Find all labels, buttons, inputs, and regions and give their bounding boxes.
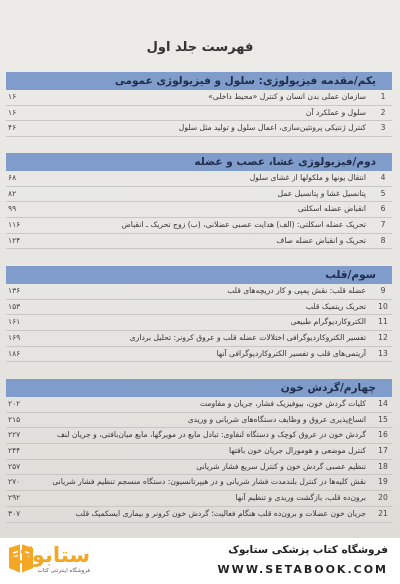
entry-title: تفسیر الکتروکاردیوگرافی اختلالات عضله قلب و عروق کرونر: تحلیل برداری (129, 333, 366, 343)
entry-page: ۱۶۱ (8, 317, 21, 327)
entry-number: 21 (378, 508, 388, 518)
entry-page: ۱۶ (8, 92, 17, 101)
entry-title: انقباض عضله اسکلتی (297, 204, 366, 214)
entry-page: ۸۲ (8, 188, 17, 198)
toc-entry[interactable] (6, 106, 392, 122)
toc-entry[interactable] (6, 187, 392, 203)
entry-title: تحریک ریتمیک قلب (305, 301, 366, 311)
toc-entry[interactable] (6, 460, 392, 476)
entry-number: 19 (378, 477, 388, 487)
toc-entry[interactable] (6, 315, 392, 331)
entry-number: 10 (378, 301, 388, 311)
entry-page: ۲۷۰ (8, 477, 21, 487)
entry-number: 12 (378, 333, 388, 343)
logo-tagline: فروشگاه اینترنتی کتاب (37, 568, 90, 574)
entry-title: کنترل ژنتیکی پروتئین‌سازی، اعمال سلول و تولید مثل سلول (178, 123, 366, 133)
entry-number: 20 (378, 493, 388, 503)
entry-title: کلیات گردش خون، بیوفیزیک فشار، جریان و مقاومت (199, 399, 366, 408)
entry-title: پتانسیل غشا و پتانسیل عمل (277, 188, 366, 198)
entry-title: تنظیم عصبی گردش خون و کنترل سریع فشار شریانی (196, 461, 366, 471)
store-url[interactable]: WWW.SETABOOK.COM (217, 563, 388, 576)
entry-title: اتساع‌پذیری عروق و وظایف دستگاه‌های شریانی و وریدی (187, 414, 366, 424)
toc-entry[interactable] (6, 202, 392, 218)
toc-entry[interactable] (6, 397, 392, 413)
toc-entry[interactable] (6, 121, 392, 137)
toc-entry[interactable] (6, 234, 392, 250)
entry-page: ۱۳۶ (8, 286, 21, 295)
entry-page: ۲۲۷ (8, 430, 21, 440)
entry-title: عضله قلب: نقش پمپی و کار دریچه‌های قلب (227, 286, 366, 295)
entry-number: 13 (378, 348, 388, 358)
entry-page: ۹۹ (8, 204, 17, 214)
entry-number: 11 (378, 317, 388, 327)
entry-number: 5 (380, 188, 386, 198)
entry-number: 6 (380, 204, 386, 214)
entry-page: ۲۴۴ (8, 446, 21, 456)
toc-entry[interactable] (6, 90, 392, 106)
chapter-3 (6, 266, 392, 362)
entry-page: ۱۱۶ (8, 220, 21, 230)
entry-number: 2 (380, 107, 386, 117)
entry-page: ۴۶ (8, 123, 17, 133)
toc-entry[interactable] (6, 475, 392, 491)
entry-number: 18 (378, 461, 388, 471)
logo-wordmark: ستابوک (10, 543, 90, 567)
entry-title: انتقال یونها و ملکولها از غشای سلول (249, 173, 366, 182)
entry-page: ۱۶۹ (8, 333, 21, 343)
toc-entry[interactable] (6, 347, 392, 363)
entry-page: ۲۰۲ (8, 399, 21, 408)
chapter-heading: یکم/مقدمه فیزیولوژی: سلول و فیزیولوژی عمومی (6, 72, 392, 90)
entry-number: 9 (380, 286, 386, 295)
entry-number: 16 (378, 430, 388, 440)
entry-number: 1 (380, 92, 386, 101)
toc-entry[interactable] (6, 428, 392, 444)
entry-page: ۶۸ (8, 173, 17, 182)
entry-title: سازمان عملی بدن انسان و کنترل «محیط داخلی» (208, 92, 366, 101)
chapter-heading: دوم/فیزیولوژی غشا، عصب و عضله (6, 153, 392, 171)
entry-title: برون‌ده قلب، بازگشت وریدی و تنظیم آنها (235, 493, 366, 503)
entry-title: جریان خون عضلات و برون‌ده قلب هنگام فعالیت؛ گردش خون کرونر و بیماری ایسکمیک قلب (75, 508, 366, 518)
entry-page: ۲۱۵ (8, 414, 21, 424)
chapter-4 (6, 379, 392, 523)
entry-number: 3 (380, 123, 386, 133)
entry-title: آریتمی‌های قلب و تفسیر الکتروکاردیوگرافی آنها (216, 348, 366, 358)
entry-number: 14 (378, 399, 388, 408)
toc-entry[interactable] (6, 413, 392, 429)
entry-page: ۱۲۴ (8, 235, 21, 245)
entry-page: ۳۰۷ (8, 508, 21, 518)
chapter-heading: چهارم/گردش خون (6, 379, 392, 397)
entry-page: ۱۸۶ (8, 348, 21, 358)
toc-entry[interactable] (6, 444, 392, 460)
chapter-2 (6, 153, 392, 249)
chapter-1 (6, 72, 392, 137)
entry-number: 7 (380, 220, 386, 230)
toc-entry[interactable] (6, 284, 392, 300)
store-logo[interactable] (6, 542, 90, 580)
entry-title: سلول و عملکرد آن (305, 107, 366, 117)
entry-page: ۲۵۷ (8, 461, 21, 471)
entry-number: 17 (378, 446, 388, 456)
entry-number: 15 (378, 414, 388, 424)
entry-title: نقش کلیه‌ها در کنترل بلندمدت فشار شریانی و در هیپرتانسیون: دستگاه منسجم تنظیم فشار شریانی (52, 477, 366, 487)
toc-entry[interactable] (6, 491, 392, 507)
entry-number: 8 (380, 235, 386, 245)
store-title: فروشگاه کتاب پزشکی ستابوک (228, 544, 388, 556)
entry-title: الکتروکاردیوگرام طبیعی (290, 317, 366, 327)
store-banner (0, 538, 400, 584)
entry-page: ۲۹۲ (8, 493, 21, 503)
toc-entry[interactable] (6, 171, 392, 187)
toc-entry[interactable] (6, 331, 392, 347)
entry-title: گردش خون در عروق کوچک و دستگاه لنفاوی: تبادل مایع در مویرگها، مایع میان‌بافتی، و جریان لنف (56, 430, 366, 440)
entry-page: ۱۵۳ (8, 301, 21, 311)
page-title: فهرست جلد اول (146, 40, 254, 55)
entry-number: 4 (380, 173, 386, 182)
toc-entry[interactable] (6, 218, 392, 234)
entry-title: تحریک و انقباض عضله صاف (276, 235, 366, 245)
chapter-heading: سوم/قلب (6, 266, 392, 284)
entry-page: ۱۶ (8, 107, 17, 117)
toc-entry[interactable] (6, 300, 392, 316)
entry-title: کنترل موضعی و هومورال جریان خون بافتها (229, 446, 366, 456)
entry-title: تحریک عضله اسکلتی: (الف) هدایت عصبی عضلانی، (ب) زوج تحریک ـ انقباض (121, 220, 366, 230)
toc-entry[interactable] (6, 507, 392, 523)
